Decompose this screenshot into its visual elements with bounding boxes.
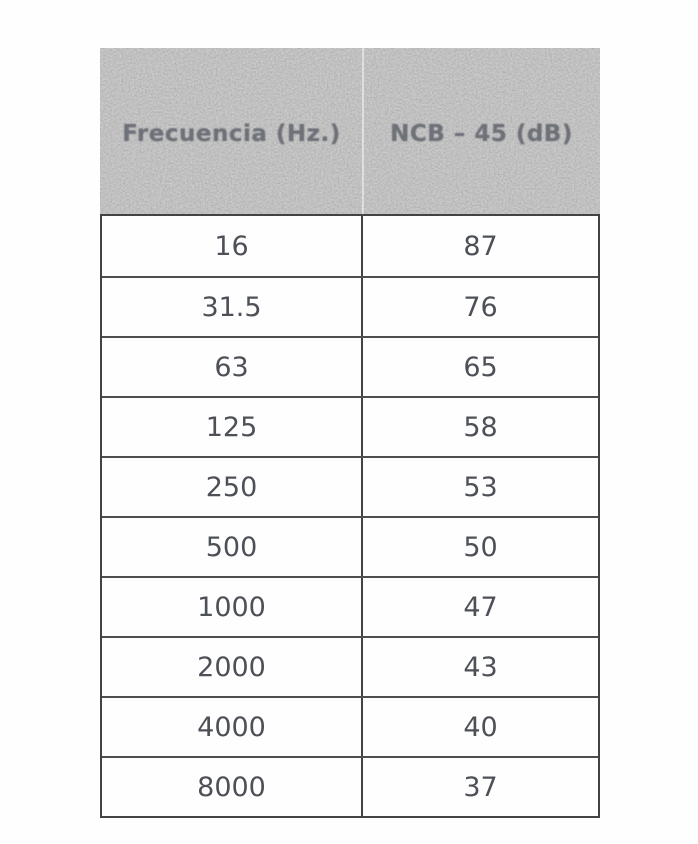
ncb-cell: 87 bbox=[463, 230, 498, 262]
ncb-cell: 50 bbox=[463, 531, 498, 563]
table-row bbox=[102, 576, 598, 636]
frequency-cell: 4000 bbox=[102, 698, 363, 756]
frequency-cell: 2000 bbox=[102, 638, 363, 696]
frequency-cell: 250 bbox=[102, 458, 363, 516]
table-row bbox=[102, 276, 598, 336]
frequency-cell: 16 bbox=[102, 216, 363, 276]
ncb-cell: 40 bbox=[463, 711, 498, 743]
table-row bbox=[102, 516, 598, 576]
table-body bbox=[100, 214, 600, 818]
ncb-cell: 47 bbox=[463, 591, 498, 623]
frequency-ncb-table bbox=[100, 48, 600, 818]
table-row bbox=[102, 696, 598, 756]
frequency-cell: 63 bbox=[102, 338, 363, 396]
table-row bbox=[102, 216, 598, 276]
frequency-cell: 1000 bbox=[102, 578, 363, 636]
column-header-ncb: NCB – 45 (dB) bbox=[390, 121, 573, 147]
ncb-cell: 76 bbox=[463, 291, 498, 323]
ncb-cell: 65 bbox=[463, 351, 498, 383]
table-row bbox=[102, 756, 598, 816]
header-cells bbox=[100, 48, 600, 214]
table-row bbox=[102, 396, 598, 456]
table-header bbox=[100, 48, 600, 214]
table-row bbox=[102, 456, 598, 516]
ncb-cell: 53 bbox=[463, 471, 498, 503]
ncb-cell: 43 bbox=[463, 651, 498, 683]
column-header-frequency: Frecuencia (Hz.) bbox=[122, 121, 341, 147]
frequency-cell: 8000 bbox=[102, 758, 363, 816]
ncb-cell: 37 bbox=[463, 771, 498, 803]
table-row bbox=[102, 636, 598, 696]
table-row bbox=[102, 336, 598, 396]
ncb-cell: 58 bbox=[463, 411, 498, 443]
frequency-cell: 31.5 bbox=[102, 278, 363, 336]
frequency-cell: 125 bbox=[102, 398, 363, 456]
frequency-cell: 500 bbox=[102, 518, 363, 576]
